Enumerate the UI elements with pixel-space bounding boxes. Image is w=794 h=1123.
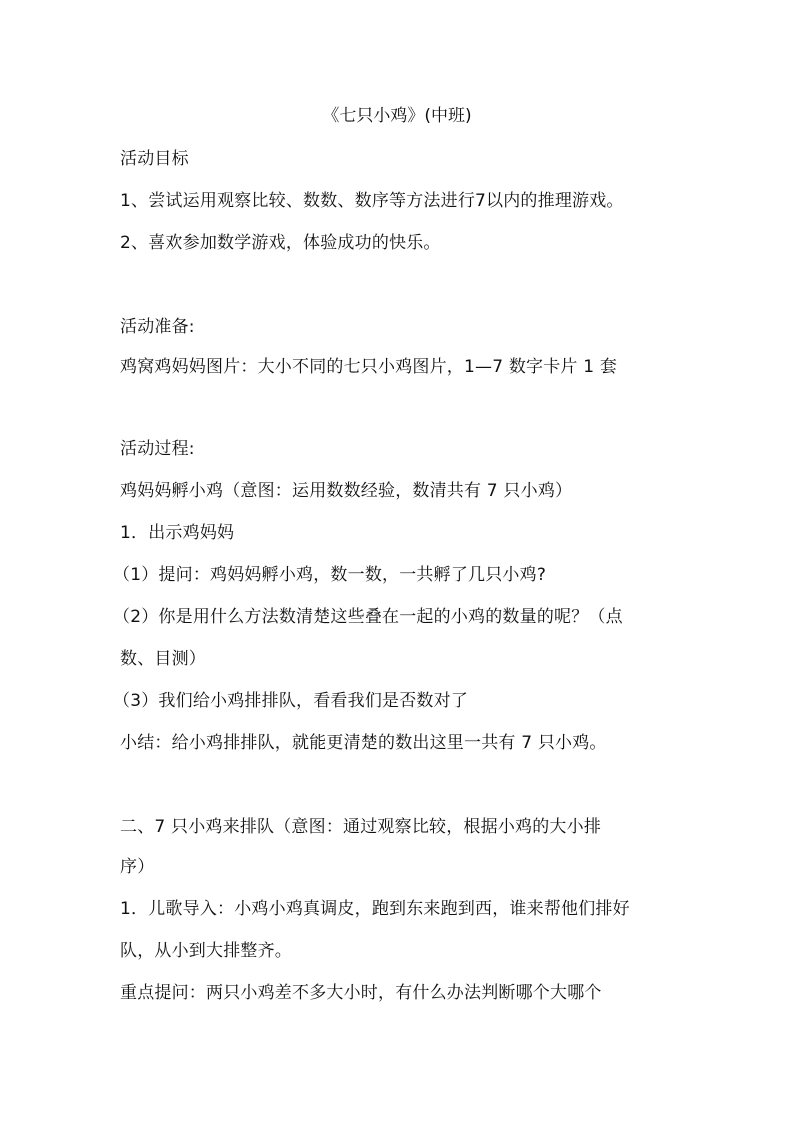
part2-title-line2: 序）	[120, 857, 155, 877]
part1-step: 1．出示鸡妈妈	[120, 523, 235, 543]
part2-step-line2: 队，从小到大排整齐。	[120, 941, 292, 961]
prep-text: 鸡窝鸡妈妈图片：大小不同的七只小鸡图片，1—7 数字卡片 1 套	[120, 357, 618, 377]
part1-question-3: （3）我们给小鸡排排队，看看我们是否数对了	[113, 691, 469, 711]
part2-step-line1: 1．儿歌导入：小鸡小鸡真调皮，跑到东来跑到西，谁来帮他们排好	[120, 899, 630, 919]
goals-heading: 活动目标	[120, 149, 189, 169]
part2-key-question: 重点提问：两只小鸡差不多大小时，有什么办法判断哪个大哪个	[120, 983, 602, 1003]
document-title: 《七只小鸡》(中班)	[322, 106, 472, 126]
process-heading: 活动过程:	[120, 439, 195, 459]
part2-title-line1: 二、7 只小鸡来排队（意图：通过观察比较，根据小鸡的大小排	[120, 817, 602, 837]
goal-item-1: 1、尝试运用观察比较、数数、数序等方法进行7以内的推理游戏。	[120, 191, 624, 211]
part1-summary: 小结：给小鸡排排队，就能更清楚的数出这里一共有 7 只小鸡。	[120, 733, 607, 753]
part1-question-2-line1: （2）你是用什么方法数清楚这些叠在一起的小鸡的数量的呢？（点	[113, 607, 623, 627]
goal-item-2: 2、喜欢参加数学游戏，体验成功的快乐。	[120, 233, 441, 253]
part1-question-2-line2: 数、目测）	[120, 649, 206, 669]
part1-question-1: （1）提问：鸡妈妈孵小鸡，数一数，一共孵了几只小鸡?	[113, 565, 547, 585]
part1-title: 鸡妈妈孵小鸡（意图：运用数数经验，数清共有 7 只小鸡）	[120, 481, 573, 501]
prep-heading: 活动准备:	[120, 317, 195, 337]
